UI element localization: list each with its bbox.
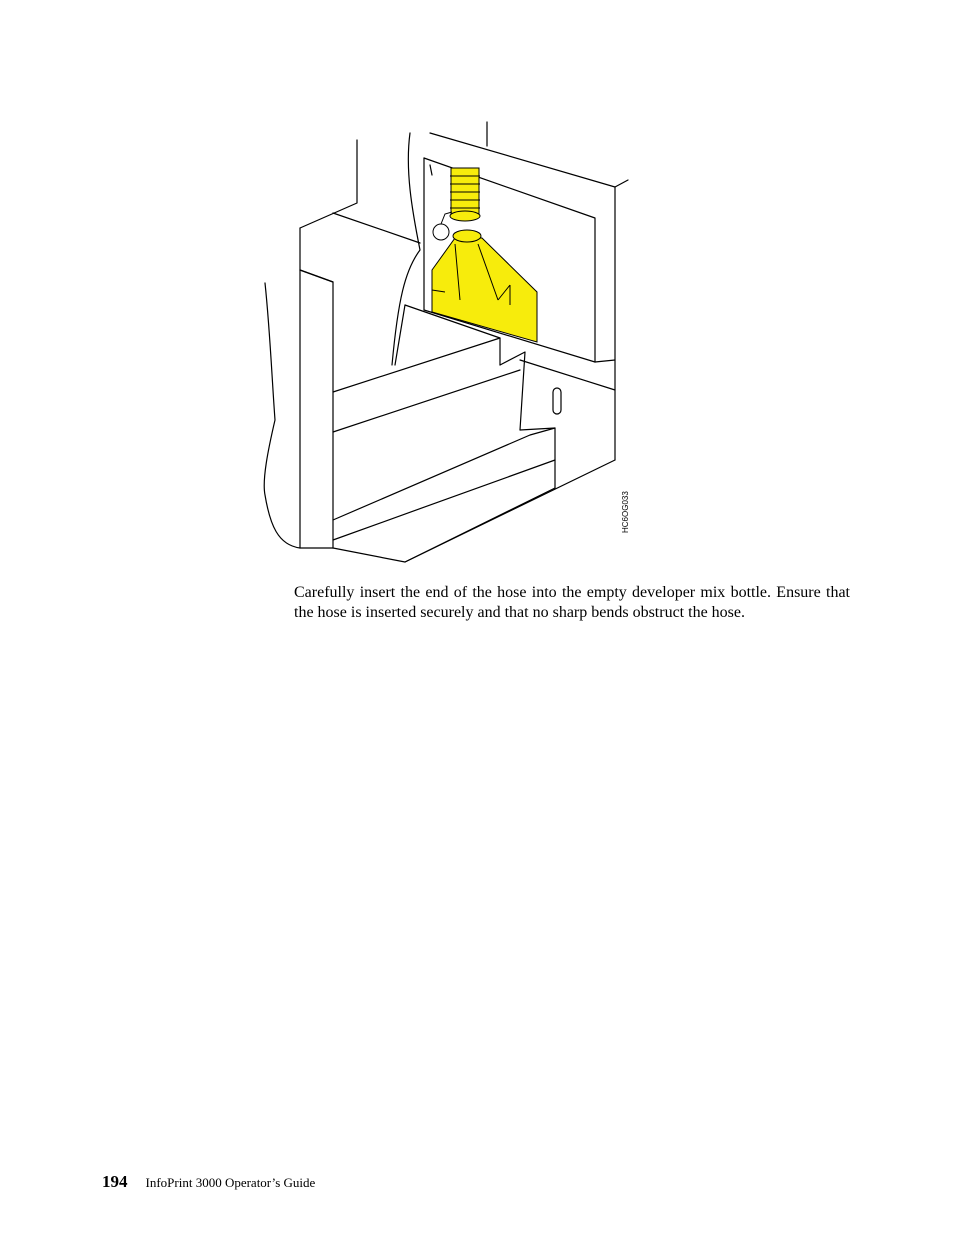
- instruction-paragraph: Carefully insert the end of the hose into the empty developer mix bottle. Ensure that the hose is inserted securely and that no sharp bends obstruct the hose.: [294, 584, 850, 621]
- illustration-developer-mix-bottle: [250, 110, 650, 570]
- figure-id-label: HC6OG033: [621, 491, 630, 533]
- page-number: 194: [102, 1172, 128, 1191]
- footer-title: InfoPrint 3000 Operator’s Guide: [145, 1175, 316, 1190]
- page-footer: [102, 1172, 315, 1192]
